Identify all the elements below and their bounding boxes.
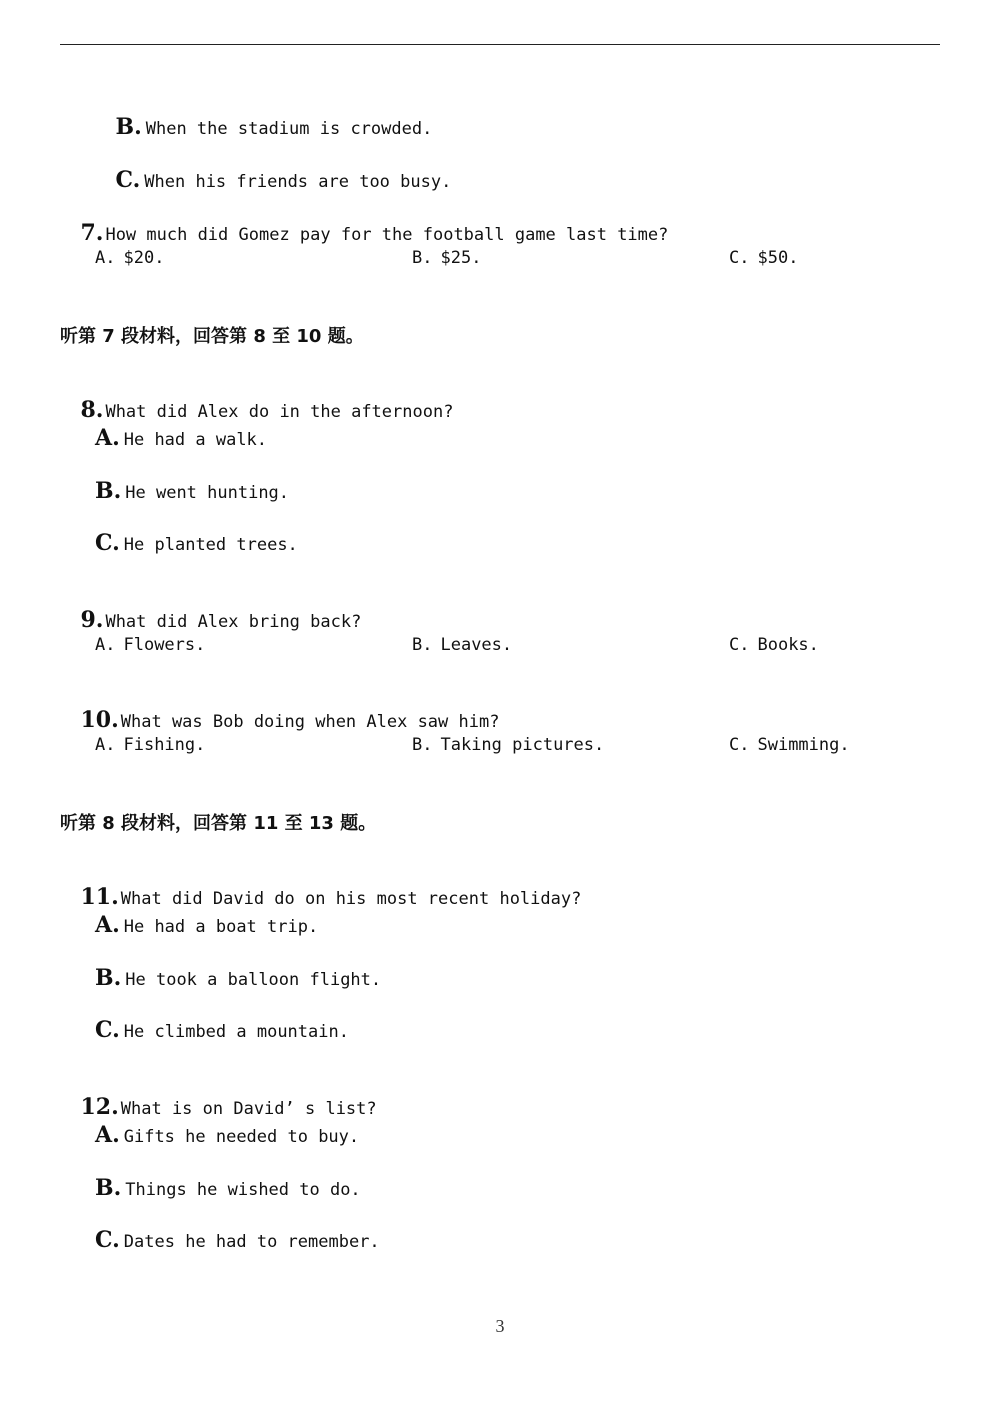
option-text: $25. [440, 248, 482, 268]
option-letter: B. [95, 1175, 122, 1201]
option-letter: C. [729, 635, 750, 655]
option-text: He took a balloon flight. [125, 970, 382, 990]
option-text: Fishing. [123, 735, 206, 755]
question-text: How much did Gomez pay for the football game last time? [105, 225, 669, 245]
question-text: What did Alex bring back? [105, 612, 362, 632]
option-letter: B. [412, 735, 433, 755]
q12-option-b [95, 1176, 361, 1202]
option-text: Leaves. [440, 635, 513, 655]
question-text: What is on David’ s list? [120, 1099, 377, 1119]
question-number: 10. [80, 707, 119, 733]
option-letter: B. [412, 635, 433, 655]
section-heading-7: 听第 7 段材料，回答第 8 至 10 题。 [60, 326, 364, 347]
question-9 [60, 584, 361, 634]
q10-option-b [412, 733, 604, 757]
q10-option-c [729, 733, 850, 757]
question-8 [60, 374, 453, 424]
question-number: 11. [80, 884, 119, 910]
option-text: He had a walk. [123, 430, 268, 450]
question-10 [60, 684, 499, 734]
section-heading-8: 听第 8 段材料，回答第 11 至 13 题。 [60, 813, 377, 834]
option-text: Flowers. [123, 635, 206, 655]
option-text: When his friends are too busy. [144, 172, 452, 192]
q8-option-c [95, 531, 298, 557]
option-letter: A. [95, 425, 120, 451]
page-number: 3 [495, 1316, 505, 1336]
option-text: When the stadium is crowded. [145, 119, 433, 139]
question-number: 9. [80, 607, 104, 633]
option-letter: C. [729, 248, 750, 268]
q9-option-b [412, 633, 512, 657]
option-letter: C. [95, 530, 120, 556]
q7-option-c [729, 246, 798, 270]
option-letter: C. [115, 167, 141, 193]
option-text: He planted trees. [123, 535, 298, 555]
option-text: Swimming. [757, 735, 850, 755]
question-number: 8. [80, 397, 104, 423]
option-text: Gifts he needed to buy. [123, 1127, 360, 1147]
option-letter: B. [95, 478, 122, 504]
q8-option-b [95, 479, 289, 505]
question-11 [60, 861, 581, 911]
q9-option-c [729, 633, 819, 657]
q6-option-c [95, 144, 451, 194]
q11-option-b [95, 966, 381, 992]
option-text: Things he wished to do. [125, 1180, 361, 1200]
option-text: Taking pictures. [440, 735, 605, 755]
q7-option-a [95, 246, 164, 270]
q12-option-c [95, 1228, 380, 1254]
question-text: What did Alex do in the afternoon? [105, 402, 454, 422]
option-letter: B. [412, 248, 433, 268]
option-letter: C. [95, 1017, 120, 1043]
q12-option-a [95, 1123, 359, 1149]
q6-option-b [95, 91, 432, 141]
option-text: Dates he had to remember. [123, 1232, 380, 1252]
question-number: 12. [80, 1094, 119, 1120]
header-rule [60, 44, 940, 45]
q9-option-a [95, 633, 205, 657]
q11-option-c [95, 1018, 349, 1044]
q7-option-b [412, 246, 481, 270]
question-text: What did David do on his most recent holiday? [120, 889, 582, 909]
option-text: He went hunting. [125, 483, 290, 503]
option-letter: B. [115, 114, 142, 140]
q8-option-a [95, 426, 267, 452]
option-text: He climbed a mountain. [123, 1022, 349, 1042]
option-text: Books. [757, 635, 819, 655]
option-letter: A. [95, 912, 120, 938]
option-text: $20. [123, 248, 165, 268]
option-letter: B. [95, 965, 122, 991]
option-letter: A. [95, 1122, 120, 1148]
option-letter: A. [95, 248, 116, 268]
option-letter: A. [95, 735, 116, 755]
option-letter: A. [95, 635, 116, 655]
option-letter: C. [95, 1227, 120, 1253]
question-12 [60, 1071, 377, 1121]
question-7 [60, 197, 668, 247]
q11-option-a [95, 913, 318, 939]
question-number: 7. [80, 220, 104, 246]
option-letter: C. [729, 735, 750, 755]
q10-option-a [95, 733, 205, 757]
question-text: What was Bob doing when Alex saw him? [120, 712, 500, 732]
option-text: $50. [757, 248, 799, 268]
option-text: He had a boat trip. [123, 917, 319, 937]
